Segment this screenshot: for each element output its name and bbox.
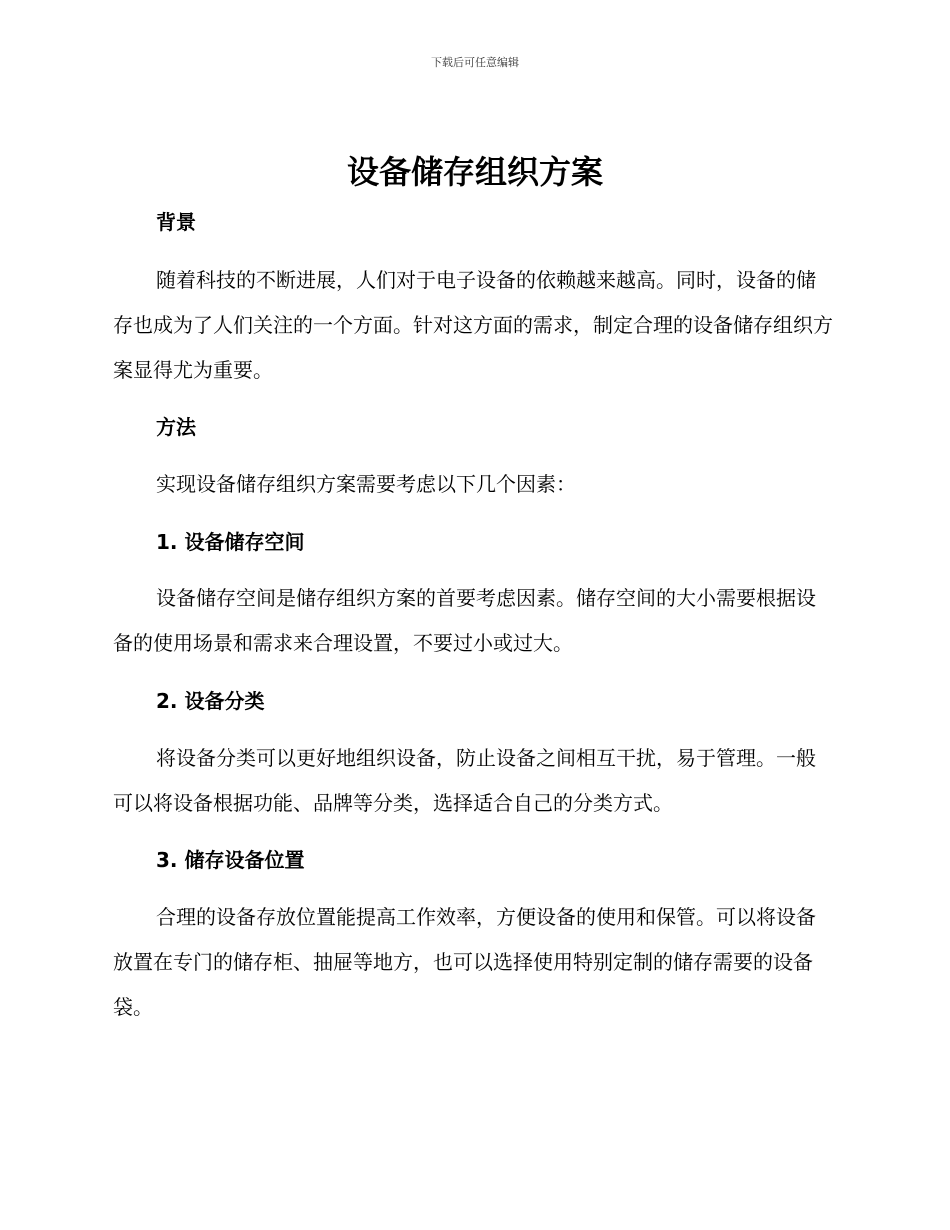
- item-heading-device-classification: 2. 设备分类: [156, 689, 265, 713]
- section-heading-method: 方法: [156, 415, 196, 439]
- item-heading-storage-space: 1. 设备储存空间: [156, 530, 305, 554]
- background-paragraph: 随着科技的不断进展，人们对于电子设备的依赖越来越高。同时，设备的储存也成为了人们关注的一个方面。针对这方面的需求，制定合理的设备储存组织方案显得尤为重要。: [113, 268, 833, 382]
- item-paragraph-device-classification: 将设备分类可以更好地组织设备，防止设备之间相互干扰，易于管理。一般可以将设备根据功能、品牌等分类，选择适合自己的分类方式。: [113, 746, 816, 815]
- item-paragraph-storage-location: 合理的设备存放位置能提高工作效率，方便设备的使用和保管。可以将设备放置在专门的储存柜、抽屉等地方，也可以选择使用特别定制的储存需要的设备袋。: [113, 905, 816, 1019]
- method-intro: 实现设备储存组织方案需要考虑以下几个因素：: [156, 472, 576, 496]
- item-paragraph-storage-space: 设备储存空间是储存组织方案的首要考虑因素。储存空间的大小需要根据设备的使用场景和需求来合理设置，不要过小或过大。: [113, 586, 816, 655]
- item-heading-storage-location: 3. 储存设备位置: [156, 848, 305, 872]
- section-heading-background: 背景: [156, 210, 196, 234]
- document-title: 设备储存组织方案: [346, 153, 603, 191]
- header-note: 下载后可任意编辑: [431, 56, 519, 69]
